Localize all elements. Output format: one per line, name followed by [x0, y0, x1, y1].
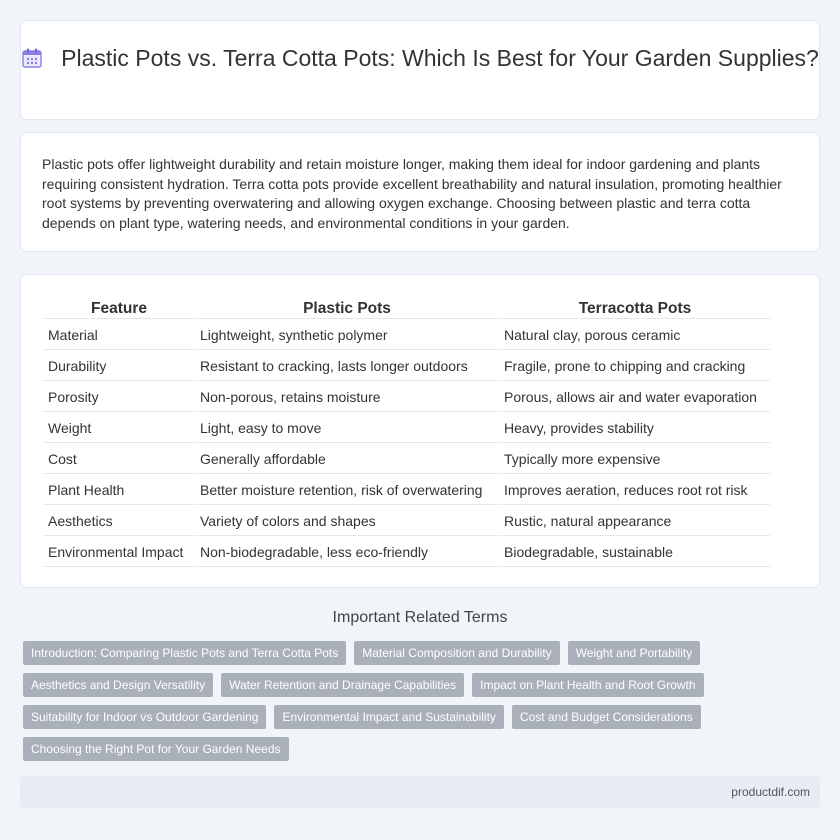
related-term-tag[interactable]: Environmental Impact and Sustainability	[274, 705, 503, 729]
intro-card	[20, 132, 820, 252]
page-title: Plastic Pots vs. Terra Cotta Pots: Which Is Best for Your Garden Supplies?	[61, 45, 819, 71]
feature-cell: Weight	[44, 414, 194, 443]
table-row	[44, 476, 770, 505]
table-row	[44, 352, 770, 381]
related-term-tag[interactable]: Introduction: Comparing Plastic Pots and Terra Cotta Pots	[23, 641, 346, 665]
feature-cell: Cost	[44, 445, 194, 474]
terracotta-cell: Heavy, provides stability	[500, 414, 770, 443]
header-feature: Feature	[44, 299, 194, 319]
terracotta-cell: Fragile, prone to chipping and cracking	[500, 352, 770, 381]
footer-bar	[20, 776, 820, 808]
related-term-tag[interactable]: Aesthetics and Design Versatility	[23, 673, 213, 697]
terracotta-cell: Porous, allows air and water evaporation	[500, 383, 770, 412]
feature-cell: Durability	[44, 352, 194, 381]
calendar-icon	[21, 47, 43, 69]
terracotta-cell: Biodegradable, sustainable	[500, 538, 770, 567]
plastic-cell: Variety of colors and shapes	[196, 507, 498, 536]
comparison-table	[42, 297, 772, 569]
feature-cell: Porosity	[44, 383, 194, 412]
table-header-row	[44, 299, 770, 319]
related-terms-title: Important Related Terms	[332, 609, 508, 626]
plastic-cell: Lightweight, synthetic polymer	[196, 321, 498, 350]
related-term-tag[interactable]: Suitability for Indoor vs Outdoor Gardening	[23, 705, 266, 729]
feature-cell: Material	[44, 321, 194, 350]
related-term-tag[interactable]: Impact on Plant Health and Root Growth	[472, 673, 703, 697]
table-row	[44, 445, 770, 474]
terracotta-cell: Natural clay, porous ceramic	[500, 321, 770, 350]
related-term-tag[interactable]: Water Retention and Drainage Capabilities	[221, 673, 464, 697]
plastic-cell: Better moisture retention, risk of overwatering	[196, 476, 498, 505]
related-terms-list	[23, 641, 743, 761]
table-row	[44, 538, 770, 567]
intro-paragraph: Plastic pots offer lightweight durability and retain moisture longer, making them ideal for indoor gardening and plants requiring consistent hydration. Terra cotta pots provide excellent breathability and natural insulation, promoting healthier root systems by preventing overwatering and allowing oxygen exchange. Choosing between plastic and terra cotta depends on plant type, watering needs, and environmental conditions in your garden.	[42, 156, 782, 231]
table-row	[44, 383, 770, 412]
footer-site-link[interactable]: productdif.com	[731, 785, 810, 799]
header-plastic: Plastic Pots	[196, 299, 498, 319]
table-row	[44, 321, 770, 350]
table-row	[44, 414, 770, 443]
related-term-tag[interactable]: Material Composition and Durability	[354, 641, 559, 665]
related-term-tag[interactable]: Choosing the Right Pot for Your Garden Needs	[23, 737, 289, 761]
plastic-cell: Generally affordable	[196, 445, 498, 474]
feature-cell: Aesthetics	[44, 507, 194, 536]
comparison-card	[20, 274, 820, 588]
header-terracotta: Terracotta Pots	[500, 299, 770, 319]
feature-cell: Environmental Impact	[44, 538, 194, 567]
related-term-tag[interactable]: Cost and Budget Considerations	[512, 705, 701, 729]
page-title-wrap	[21, 43, 819, 73]
plastic-cell: Light, easy to move	[196, 414, 498, 443]
table-row	[44, 507, 770, 536]
related-term-tag[interactable]: Weight and Portability	[568, 641, 701, 665]
feature-cell: Plant Health	[44, 476, 194, 505]
terracotta-cell: Typically more expensive	[500, 445, 770, 474]
plastic-cell: Non-porous, retains moisture	[196, 383, 498, 412]
plastic-cell: Resistant to cracking, lasts longer outdoors	[196, 352, 498, 381]
terracotta-cell: Improves aeration, reduces root rot risk	[500, 476, 770, 505]
plastic-cell: Non-biodegradable, less eco-friendly	[196, 538, 498, 567]
header-card	[20, 20, 820, 120]
terracotta-cell: Rustic, natural appearance	[500, 507, 770, 536]
